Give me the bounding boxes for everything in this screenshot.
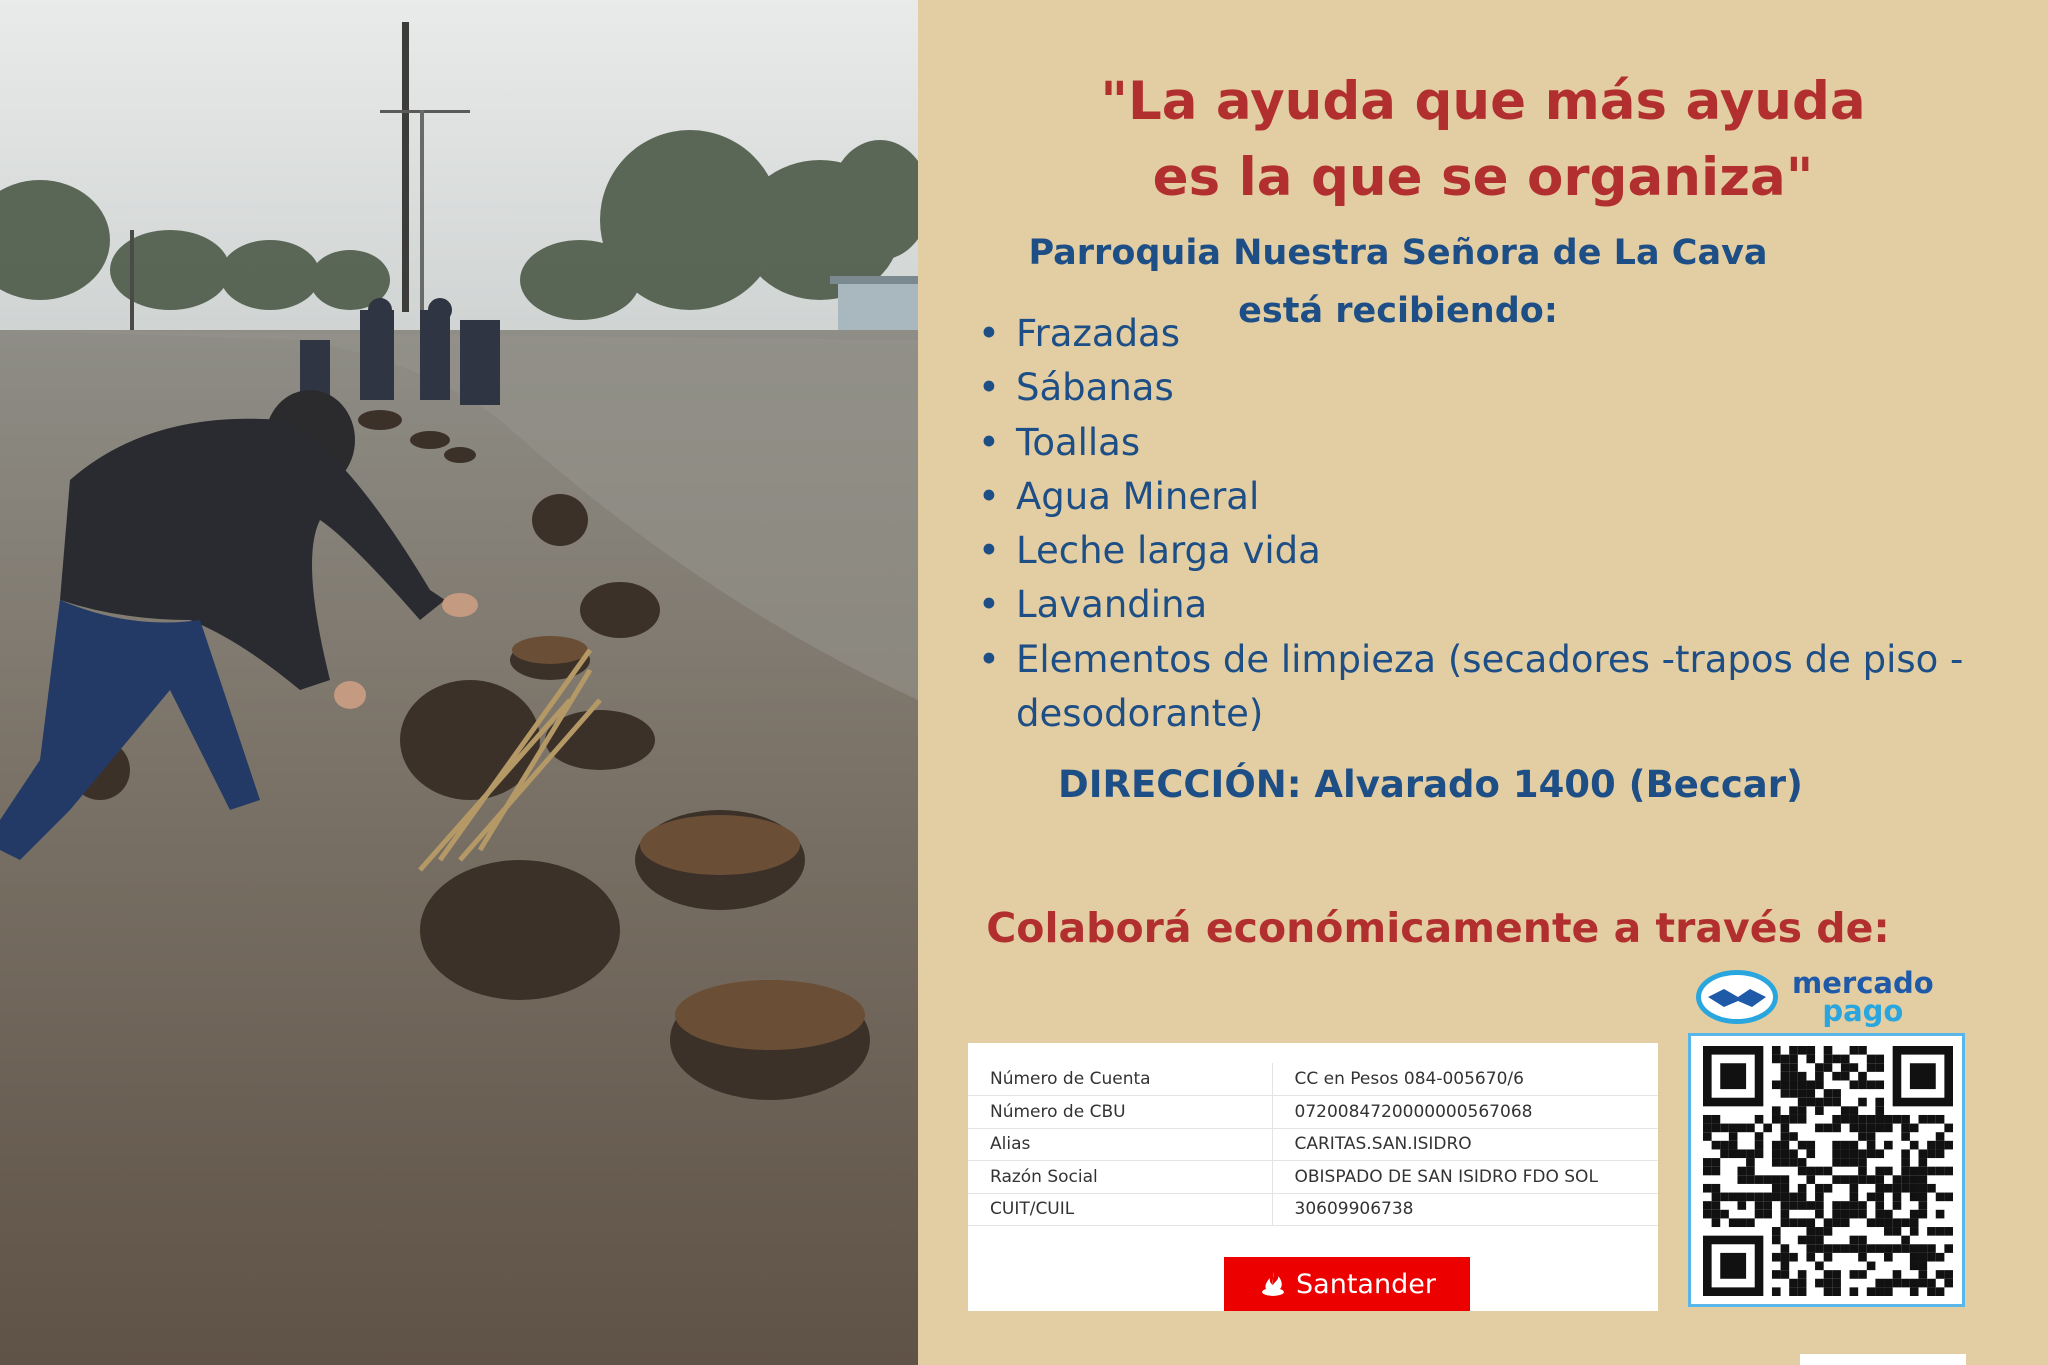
donation-flyer (918, 0, 2048, 1365)
table-row (968, 1128, 1658, 1161)
list-item: • Agua Mineral (978, 470, 2038, 524)
mercado-pago-logo (1694, 966, 1934, 1028)
quote-line-1: "La ayuda que más ayuda (1100, 71, 1866, 132)
table-row (968, 1063, 1658, 1096)
donation-items-list (978, 307, 2038, 741)
qr-code-box (1688, 1033, 1965, 1307)
bank-field-label: Número de Cuenta (968, 1063, 1272, 1096)
bank-field-label: Alias (968, 1128, 1272, 1161)
flood-photo-illustration (0, 0, 918, 1365)
bank-field-label: CUIT/CUIL (968, 1193, 1272, 1226)
bank-field-value: 0720084720000000567068 (1272, 1096, 1658, 1129)
list-item: • Leche larga vida (978, 524, 2038, 578)
table-row (968, 1161, 1658, 1194)
list-item: • Frazadas (978, 307, 2038, 361)
bank-field-value: 30609906738 (1272, 1193, 1658, 1226)
bank-details-card (968, 1043, 1658, 1311)
bank-field-value: CARITAS.SAN.ISIDRO (1272, 1128, 1658, 1161)
list-item: • Elementos de limpieza (secadores -trapos de piso - desodorante) (978, 633, 2038, 742)
table-row (968, 1096, 1658, 1129)
bank-field-value: OBISPADO DE SAN ISIDRO FDO SOL (1272, 1161, 1658, 1194)
list-item: • Toallas (978, 416, 2038, 470)
corner-strip (1800, 1354, 1966, 1365)
handshake-icon (1694, 967, 1780, 1027)
address-line: DIRECCIÓN: Alvarado 1400 (Beccar) (1058, 763, 1803, 806)
bank-details-table (968, 1063, 1658, 1226)
quote-line-2: es la que se organiza" (1152, 147, 1814, 208)
bank-field-label: Número de CBU (968, 1096, 1272, 1129)
mercado-pago-line-2: pago (1822, 994, 1904, 1028)
bank-field-value: CC en Pesos 084-005670/6 (1272, 1063, 1658, 1096)
bank-field-label: Razón Social (968, 1161, 1272, 1194)
santander-logo (1224, 1257, 1470, 1311)
donate-heading: Colaborá económicamente a través de: (986, 904, 1890, 952)
flood-photo (0, 0, 918, 1365)
santander-flame-icon (1258, 1269, 1288, 1299)
campaign-quote (918, 64, 2048, 216)
table-row (968, 1193, 1658, 1226)
parish-announcement: Parroquia Nuestra Señora de La Cava está recibiendo: (1028, 233, 1768, 331)
santander-logo-text: Santander (1296, 1268, 1436, 1300)
mercado-pago-line-1: mercado (1792, 966, 1934, 1000)
qr-code (1703, 1046, 1953, 1296)
list-item: • Lavandina (978, 578, 2038, 632)
list-item: • Sábanas (978, 361, 2038, 415)
